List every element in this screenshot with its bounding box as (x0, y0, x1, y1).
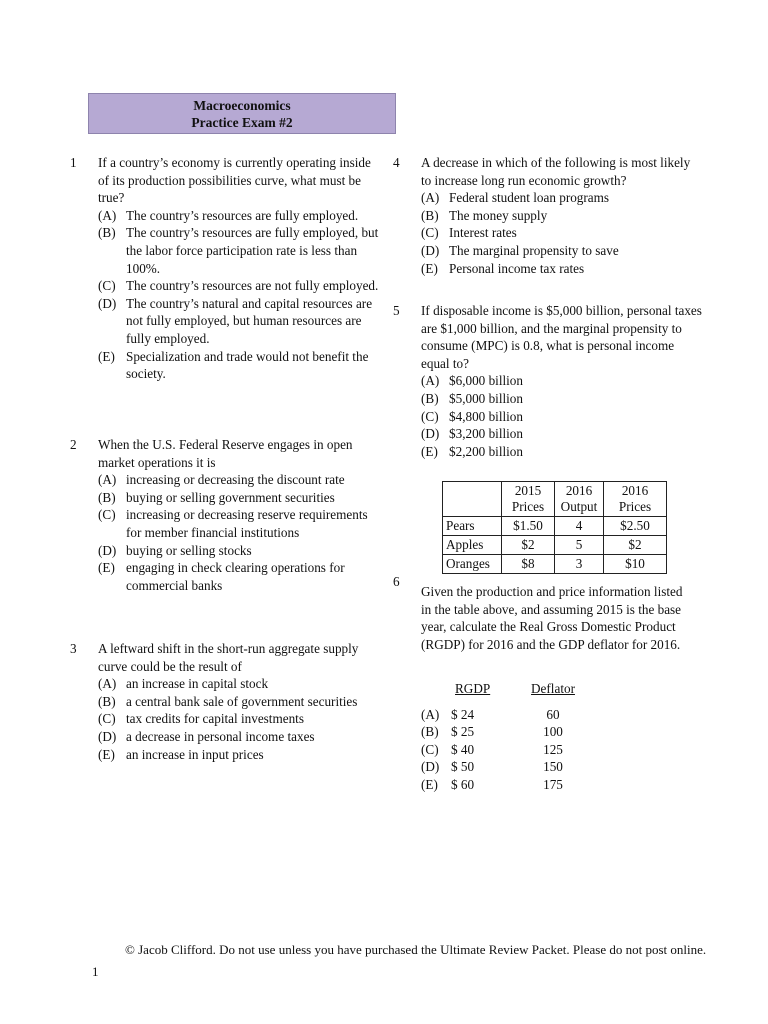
table-cell: $2 (604, 536, 667, 555)
option-d: (D) $ 50 150 (421, 759, 563, 775)
option-b: (B) $5,000 billion (421, 390, 523, 406)
question-6-answers (421, 680, 583, 794)
option-b: (B) $ 25 100 (421, 724, 563, 740)
option-d: (D) a decrease in personal income taxes (98, 728, 315, 744)
row-label: Pears (443, 517, 502, 536)
table-cell: $8 (502, 555, 555, 574)
question-stem: When the U.S. Federal Reserve engages in open market operations it is (98, 437, 353, 470)
question-3 (70, 640, 380, 763)
option-e: (E) $2,200 billion (421, 443, 523, 459)
answer-header-row (421, 680, 583, 698)
option-e: (E) an increase in input prices (98, 746, 264, 762)
option-c: (C) tax credits for capital investments (98, 711, 304, 727)
table-corner-cell (443, 482, 502, 517)
option-c: (C) $4,800 billion (421, 408, 523, 424)
deflator-column-header: Deflator (531, 681, 575, 696)
page-number: 1 (92, 964, 99, 979)
table-header: 2016 Prices (604, 482, 667, 517)
price-output-table (442, 481, 667, 574)
option-b: (B) The country’s resources are fully employed, but the labor force participation rate is less than 100%. (98, 225, 379, 276)
row-label: Oranges (443, 555, 502, 574)
option-b: (B) The money supply (421, 207, 548, 223)
table-cell: $2.50 (604, 517, 667, 536)
option-c: (C) Interest rates (421, 225, 517, 241)
option-b: (B) a central bank sale of government securities (98, 693, 358, 709)
exam-title: Macroeconomics (193, 98, 291, 113)
option-b: (B) buying or selling government securities (98, 489, 335, 505)
table-row (443, 536, 667, 555)
table-cell: $10 (604, 555, 667, 574)
option-c: (C) increasing or decreasing reserve requirements for member financial institutions (98, 507, 368, 540)
option-a: (A) an increase in capital stock (98, 676, 269, 692)
option-a: (A) The country’s resources are fully employed. (98, 207, 359, 223)
option-a: (A) increasing or decreasing the discount rate (98, 472, 345, 488)
table-header: 2016 Output (555, 482, 604, 517)
option-d: (D) The country’s natural and capital resources are not fully employed, but human resources are fully employed. (98, 295, 373, 346)
option-a: (A) $6,000 billion (421, 373, 523, 389)
table-row (443, 555, 667, 574)
option-e: (E) Personal income tax rates (421, 260, 585, 276)
row-label: Apples (443, 536, 502, 555)
question-6-number: 6 (393, 574, 400, 589)
question-stem: Given the production and price information listed in the table above, and assuming 2015 is the base year, calculate the Real Gross Domestic Product (RGDP) for 2016 and the GDP deflator for 2016. (421, 584, 683, 652)
question-number: 5 (393, 303, 400, 318)
question-number: 1 (70, 155, 77, 170)
exam-title-box (88, 93, 396, 134)
option-a: (A) Federal student loan programs (421, 190, 610, 206)
question-number: 4 (393, 155, 400, 170)
table-cell: $2 (502, 536, 555, 555)
option-c: (C) $ 40 125 (421, 741, 563, 757)
option-c: (C) The country’s resources are not fully employed. (98, 278, 379, 294)
question-5 (393, 302, 703, 460)
question-stem: If disposable income is $5,000 billion, personal taxes are $1,000 billion, and the marginal propensity to consume (MPC) is 0.8, what is personal income equal to? (421, 303, 702, 371)
question-stem: A leftward shift in the short-run aggregate supply curve could be the result of (98, 641, 359, 674)
table-cell: 3 (555, 555, 604, 574)
question-number: 3 (70, 641, 77, 656)
rgdp-column-header: RGDP (455, 681, 491, 696)
option-d: (D) $3,200 billion (421, 426, 523, 442)
question-6 (421, 583, 696, 653)
question-stem: If a country’s economy is currently operating inside of its production possibilities curve, what must be true? (98, 155, 371, 206)
table-cell: $1.50 (502, 517, 555, 536)
question-stem: A decrease in which of the following is most likely to increase long run economic growth? (421, 155, 691, 188)
exam-subtitle: Practice Exam #2 (191, 115, 293, 130)
table-header: 2015 Prices (502, 482, 555, 517)
table-header-row (443, 482, 667, 517)
option-d: (D) The marginal propensity to save (421, 242, 619, 258)
question-1 (70, 154, 380, 383)
table-cell: 5 (555, 536, 604, 555)
option-e: (E) $ 60 175 (421, 776, 563, 792)
copyright-footer: © Jacob Clifford. Do not use unless you have purchased the Ultimate Review Packet. Please do not post online. (125, 942, 707, 957)
option-a: (A) $ 24 60 (421, 706, 560, 722)
option-d: (D) buying or selling stocks (98, 542, 252, 558)
table-row (443, 517, 667, 536)
question-4 (393, 154, 693, 277)
option-e: (E) engaging in check clearing operations for commercial banks (98, 560, 345, 593)
table-cell: 4 (555, 517, 604, 536)
option-e: (E) Specialization and trade would not benefit the society. (98, 348, 369, 382)
question-number: 2 (70, 437, 77, 452)
question-2 (70, 436, 380, 594)
